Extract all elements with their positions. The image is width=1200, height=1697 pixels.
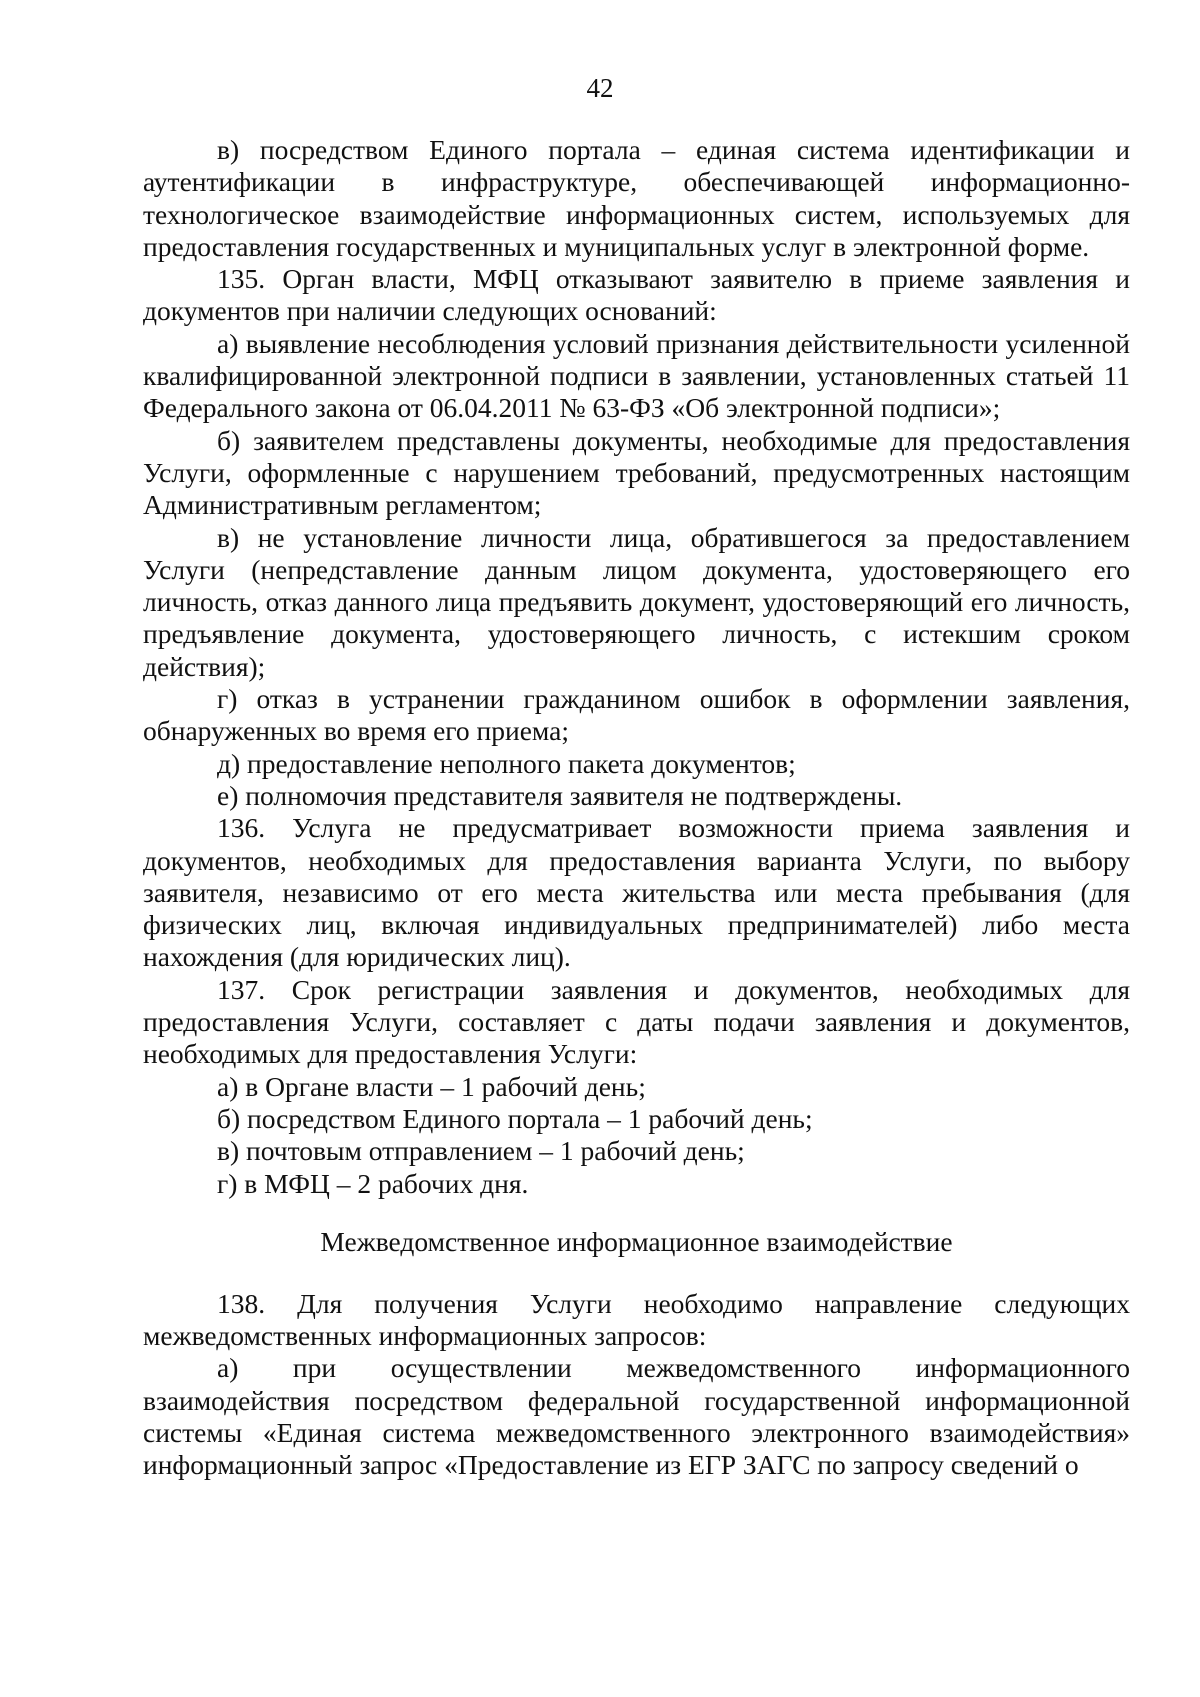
paragraph-137: 137. Срок регистрации заявления и документов, необходимых для предоставления Услуги, составляет с даты подачи заявления и документов, необходимых для предоставления Услуги:	[143, 973, 1130, 1070]
paragraph-137-v: в) почтовым отправлением – 1 рабочий день;	[217, 1135, 745, 1167]
paragraph-135: 135. Орган власти, МФЦ отказывают заявителю в приеме заявления и документов при наличии следующих оснований:	[143, 263, 1130, 327]
paragraph-identification-system: в) посредством Единого портала – единая система идентификации и аутентификации в инфраструктуре, обеспечивающей информационно-технологическое взаимодействие информационных систем, используемых для предоставления государственных и муниципальных услуг в электронной форме.	[143, 134, 1130, 262]
document-body	[143, 134, 1130, 1482]
paragraph-135-g: г) отказ в устранении гражданином ошибок в оформлении заявления, обнаруженных во время его приема;	[143, 683, 1130, 747]
paragraph-138-a: а) при осуществлении межведомственного информационного взаимодействия посредством федеральной государственной информационной системы «Единая система межведомственного электронного взаимодействия» информационный запрос «Предоставление из ЕГР ЗАГС по запросу сведений о	[143, 1352, 1130, 1481]
paragraph-137-g: г) в МФЦ – 2 рабочих дня.	[217, 1167, 529, 1199]
paragraph-137-b: б) посредством Единого портала – 1 рабочий день;	[217, 1102, 813, 1134]
paragraph-138: 138. Для получения Услуги необходимо направление следующих межведомственных информационных запросов:	[143, 1287, 1130, 1352]
page-number: 42	[586, 73, 614, 103]
paragraph-135-v: в) не установление личности лица, обратившегося за предоставлением Услуги (непредставление данным лицом документа, удостоверяющего его личность, отказ данного лица предъявить документ, удостоверяющий его личность, предъявление документа, удостоверяющего личность, с истекшим сроком действия);	[143, 521, 1130, 682]
paragraph-135-b: б) заявителем представлены документы, необходимые для предоставления Услуги, оформленные с нарушением требований, предусмотренных настоящим Административным регламентом;	[143, 424, 1130, 521]
paragraph-135-e: е) полномочия представителя заявителя не подтверждены.	[217, 779, 903, 811]
paragraph-135-a: а) выявление несоблюдения условий признания действительности усиленной квалифицированной электронной подписи в заявлении, установленных статьей 11 Федерального закона от 06.04.2011 № 63-ФЗ «Об электронной подписи»;	[143, 327, 1130, 424]
paragraph-137-a: а) в Органе власти – 1 рабочий день;	[217, 1070, 646, 1102]
paragraph-136: 136. Услуга не предусматривает возможности приема заявления и документов, необходимых для предоставления варианта Услуги, по выбору заявителя, независимо от его места жительства или места пребывания (для физических лиц, включая индивидуальных предпринимателей) либо места нахождения (для юридических лиц).	[143, 812, 1130, 973]
paragraph-135-d: д) предоставление неполного пакета документов;	[217, 747, 796, 779]
section-heading: Межведомственное информационное взаимодействие	[320, 1225, 953, 1257]
